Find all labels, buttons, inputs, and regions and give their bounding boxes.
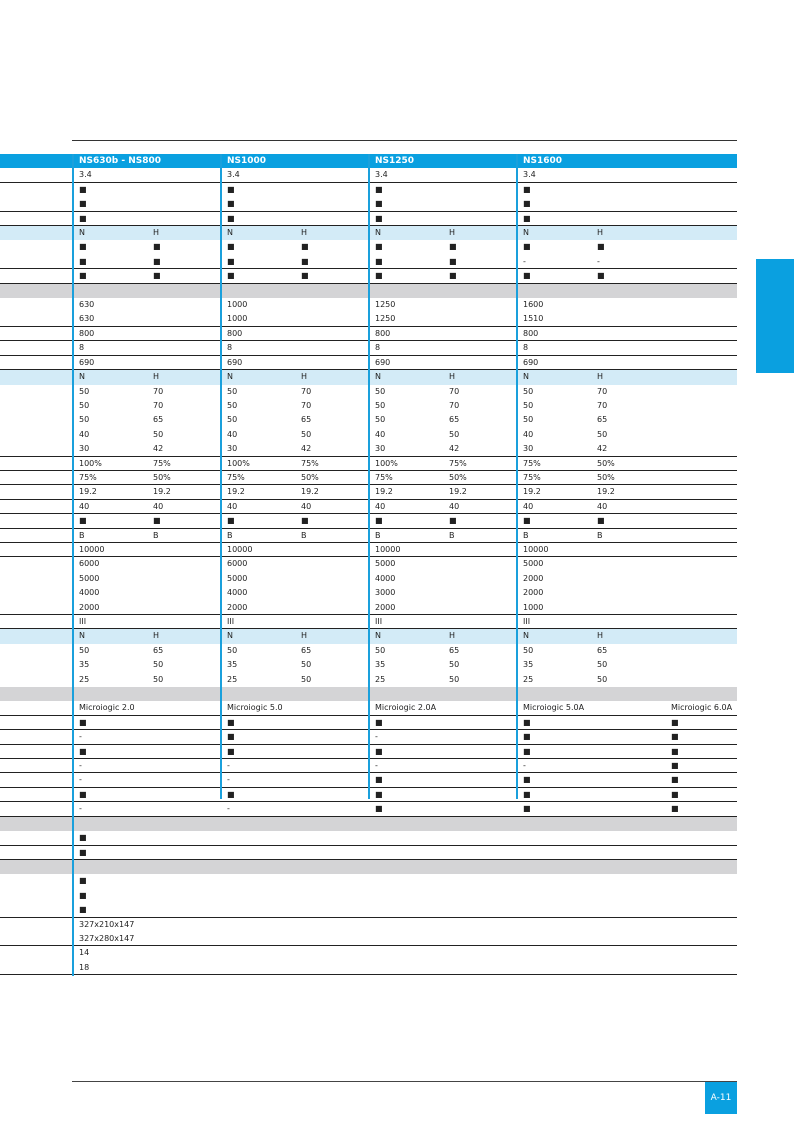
- table-cell: 25: [79, 674, 90, 684]
- page-number: A-11: [705, 1082, 737, 1114]
- table-cell: 800: [375, 328, 391, 338]
- table-cell: -: [79, 804, 82, 814]
- table-cell: NS630b - NS800: [79, 156, 162, 166]
- table-cell: ■: [523, 199, 531, 209]
- table-cell: 75%: [79, 472, 97, 482]
- table-cell: 3.4: [227, 170, 240, 180]
- section-tab: [756, 259, 794, 373]
- table-cell: ■: [79, 213, 87, 223]
- table-cell: NS1600: [523, 156, 563, 166]
- table-cell: N: [79, 631, 85, 641]
- table-cell: ■: [227, 256, 235, 266]
- table-cell: 65: [597, 645, 608, 655]
- table-cell: ■: [597, 242, 605, 252]
- table-cell: 75%: [153, 458, 171, 468]
- table-cell: N: [227, 228, 233, 238]
- table-cell: N: [227, 372, 233, 382]
- table-cell: 70: [301, 386, 312, 396]
- table-cell: 40: [597, 501, 608, 511]
- table-cell: ■: [79, 256, 87, 266]
- table-row: [0, 802, 737, 816]
- table-cell: 42: [301, 444, 312, 454]
- table-cell: B: [301, 530, 307, 540]
- table-cell: Microiogic 2.0: [79, 703, 135, 713]
- table-cell: ■: [449, 516, 457, 526]
- table-cell: ■: [227, 184, 235, 194]
- table-cell: 19.2: [375, 487, 393, 497]
- table-cell: 50: [301, 660, 312, 670]
- table-cell: 50: [597, 429, 608, 439]
- table-cell: 1000: [227, 314, 248, 324]
- table-cell: 2000: [523, 573, 544, 583]
- table-cell: 50: [227, 415, 238, 425]
- table-cell: H: [597, 372, 604, 382]
- table-cell: 8: [227, 343, 233, 353]
- table-cell: 50: [597, 674, 608, 684]
- table-cell: 40: [301, 501, 312, 511]
- table-cell: 25: [227, 674, 238, 684]
- table-cell: 19.2: [449, 487, 467, 497]
- table-cell: -: [375, 761, 378, 771]
- table-cell: 50%: [153, 472, 171, 482]
- table-cell: N: [523, 228, 529, 238]
- table-cell: 1250: [375, 300, 396, 310]
- table-cell: 10000: [227, 544, 253, 554]
- table-cell: 19.2: [597, 487, 615, 497]
- table-cell: ■: [523, 184, 531, 194]
- table-cell: NS1000: [227, 156, 267, 166]
- table-cell: ■: [671, 761, 679, 771]
- table-cell: ■: [449, 271, 457, 281]
- table-cell: ■: [375, 775, 383, 785]
- table-cell: 40: [523, 501, 534, 511]
- table-cell: 70: [153, 386, 164, 396]
- table-cell: 50: [79, 645, 90, 655]
- table-cell: 75%: [449, 458, 467, 468]
- table-cell: 70: [597, 386, 608, 396]
- table-cell: 25: [375, 674, 386, 684]
- table-cell: -: [79, 761, 82, 771]
- table-cell: 75%: [301, 458, 319, 468]
- table-cell: ■: [153, 242, 161, 252]
- table-cell: 50: [449, 429, 460, 439]
- table-cell: N: [79, 228, 85, 238]
- table-cell: ■: [227, 516, 235, 526]
- table-cell: ■: [79, 184, 87, 194]
- table-cell: B: [523, 530, 529, 540]
- table-cell: ■: [671, 775, 679, 785]
- table-cell: 4000: [227, 588, 248, 598]
- table-cell: 40: [375, 429, 386, 439]
- table-cell: -: [79, 775, 82, 785]
- table-cell: 50: [301, 429, 312, 439]
- table-cell: 50: [523, 415, 534, 425]
- table-cell: 65: [153, 415, 164, 425]
- table-cell: ■: [523, 804, 531, 814]
- table-cell: H: [449, 631, 456, 641]
- table-cell: 75%: [523, 472, 541, 482]
- table-cell: 70: [449, 386, 460, 396]
- table-cell: H: [449, 372, 456, 382]
- table-cell: 4000: [375, 573, 396, 583]
- table-cell: 50: [449, 660, 460, 670]
- top-rule: [72, 140, 737, 141]
- table-cell: 14: [79, 948, 90, 958]
- table-cell: 2000: [375, 602, 396, 612]
- table-cell: ■: [671, 789, 679, 799]
- table-cell: ■: [79, 833, 87, 843]
- table-cell: ■: [523, 775, 531, 785]
- table-cell: 3.4: [523, 170, 536, 180]
- table-cell: 50: [301, 674, 312, 684]
- table-cell: 1510: [523, 314, 544, 324]
- table-cell: 50: [79, 386, 90, 396]
- table-cell: 65: [153, 645, 164, 655]
- table-cell: B: [375, 530, 381, 540]
- table-cell: 50%: [597, 458, 615, 468]
- table-cell: 19.2: [227, 487, 245, 497]
- table-row: [0, 903, 737, 917]
- table-cell: 42: [449, 444, 460, 454]
- table-cell: ■: [79, 271, 87, 281]
- table-cell: ■: [523, 789, 531, 799]
- table-cell: 50: [227, 400, 238, 410]
- table-cell: 50: [375, 386, 386, 396]
- table-cell: ■: [597, 271, 605, 281]
- table-cell: ■: [375, 717, 383, 727]
- table-cell: III: [79, 617, 87, 626]
- table-row: [0, 817, 737, 831]
- table-cell: Microiogic 5.0: [227, 703, 283, 713]
- table-cell: 40: [375, 501, 386, 511]
- table-cell: 19.2: [523, 487, 541, 497]
- table-cell: 10000: [79, 544, 105, 554]
- table-cell: 65: [597, 415, 608, 425]
- table-cell: 800: [79, 328, 95, 338]
- table-cell: -: [227, 804, 230, 814]
- table-cell: 690: [523, 357, 539, 367]
- table-cell: III: [227, 617, 235, 626]
- table-cell: 30: [523, 444, 534, 454]
- table-cell: ■: [375, 242, 383, 252]
- table-cell: ■: [375, 271, 383, 281]
- table-cell: N: [79, 372, 85, 382]
- table-cell: 8: [523, 343, 529, 353]
- table-cell: H: [301, 631, 308, 641]
- table-cell: Microiogic 2.0A: [375, 703, 437, 713]
- table-cell: H: [301, 228, 308, 238]
- table-cell: 40: [79, 429, 90, 439]
- table-cell: 100%: [79, 458, 102, 468]
- table-cell: 35: [375, 660, 386, 670]
- table-row: [0, 831, 737, 845]
- table-cell: 800: [227, 328, 243, 338]
- table-cell: 50: [375, 400, 386, 410]
- table-cell: B: [597, 530, 603, 540]
- table-cell: -: [523, 761, 526, 771]
- table-cell: III: [523, 617, 531, 626]
- table-cell: -: [227, 761, 230, 771]
- table-cell: ■: [227, 717, 235, 727]
- table-cell: 50: [449, 674, 460, 684]
- table-cell: ■: [375, 199, 383, 209]
- table-cell: 327x280x147: [79, 933, 135, 943]
- table-cell: 50%: [301, 472, 319, 482]
- table-cell: 19.2: [79, 487, 97, 497]
- table-cell: 3000: [375, 588, 396, 598]
- table-cell: H: [597, 228, 604, 238]
- table-cell: 50: [227, 386, 238, 396]
- table-cell: ■: [301, 516, 309, 526]
- table-cell: 5000: [375, 559, 396, 569]
- table-cell: 2000: [227, 602, 248, 612]
- table-cell: 65: [449, 645, 460, 655]
- table-cell: 50%: [449, 472, 467, 482]
- table-cell: N: [375, 372, 381, 382]
- table-cell: 1000: [523, 602, 544, 612]
- table-cell: N: [523, 631, 529, 641]
- table-cell: ■: [523, 732, 531, 742]
- table-cell: ■: [375, 516, 383, 526]
- table-cell: ■: [227, 789, 235, 799]
- table-cell: ■: [227, 732, 235, 742]
- table-cell: ■: [671, 804, 679, 814]
- table-cell: ■: [301, 242, 309, 252]
- table-cell: 50: [153, 660, 164, 670]
- table-cell: 40: [153, 501, 164, 511]
- table-cell: ■: [227, 746, 235, 756]
- table-cell: 75%: [375, 472, 393, 482]
- table-cell: Microiogic 6.0A: [671, 703, 733, 713]
- table-cell: 18: [79, 962, 90, 972]
- table-cell: 690: [227, 357, 243, 367]
- table-cell: ■: [227, 271, 235, 281]
- table-cell: 42: [153, 444, 164, 454]
- column-divider: [220, 154, 222, 799]
- table-cell: 50: [375, 645, 386, 655]
- table-cell: 100%: [227, 458, 250, 468]
- table-cell: 3.4: [375, 170, 388, 180]
- table-cell: ■: [597, 516, 605, 526]
- table-cell: 1000: [227, 300, 248, 310]
- table-cell: ■: [671, 732, 679, 742]
- table-cell: 70: [449, 400, 460, 410]
- table-cell: NS1250: [375, 156, 415, 166]
- table-cell: 800: [523, 328, 539, 338]
- table-cell: ■: [449, 242, 457, 252]
- table-cell: ■: [79, 242, 87, 252]
- table-cell: ■: [375, 746, 383, 756]
- table-cell: 4000: [79, 588, 100, 598]
- table-cell: ■: [375, 184, 383, 194]
- table-cell: 50: [79, 415, 90, 425]
- table-cell: 630: [79, 314, 95, 324]
- table-cell: 10000: [375, 544, 401, 554]
- table-cell: 50: [79, 400, 90, 410]
- table-cell: ■: [301, 271, 309, 281]
- table-cell: 6000: [227, 559, 248, 569]
- table-cell: N: [375, 228, 381, 238]
- table-cell: B: [79, 530, 85, 540]
- table-cell: ■: [79, 746, 87, 756]
- table-cell: 35: [79, 660, 90, 670]
- table-cell: B: [449, 530, 455, 540]
- table-cell: 75%: [227, 472, 245, 482]
- table-cell: 3.4: [79, 170, 92, 180]
- table-cell: 65: [449, 415, 460, 425]
- table-cell: -: [375, 732, 378, 742]
- table-cell: 30: [227, 444, 238, 454]
- table-cell: N: [523, 372, 529, 382]
- table-cell: ■: [523, 271, 531, 281]
- table-cell: ■: [523, 516, 531, 526]
- table-cell: 1600: [523, 300, 544, 310]
- table-cell: 40: [523, 429, 534, 439]
- table-cell: 690: [79, 357, 95, 367]
- table-cell: -: [523, 256, 526, 266]
- table-cell: ■: [671, 746, 679, 756]
- table-cell: ■: [79, 876, 87, 886]
- table-cell: 75%: [523, 458, 541, 468]
- column-divider: [368, 154, 370, 799]
- table-cell: 6000: [79, 559, 100, 569]
- table-cell: 690: [375, 357, 391, 367]
- table-cell: N: [375, 631, 381, 641]
- table-row: [0, 860, 737, 874]
- table-cell: 25: [523, 674, 534, 684]
- table-cell: ■: [375, 256, 383, 266]
- bottom-rule: [72, 1081, 737, 1082]
- table-cell: ■: [523, 746, 531, 756]
- table-cell: 630: [79, 300, 95, 310]
- table-cell: ■: [79, 516, 87, 526]
- table-cell: 19.2: [153, 487, 171, 497]
- table-cell: ■: [227, 199, 235, 209]
- table-cell: ■: [523, 717, 531, 727]
- table-cell: 40: [227, 429, 238, 439]
- table-cell: 1250: [375, 314, 396, 324]
- table-cell: 8: [375, 343, 381, 353]
- table-cell: 19.2: [301, 487, 319, 497]
- table-cell: 50: [375, 415, 386, 425]
- column-divider: [72, 154, 74, 976]
- table-cell: H: [449, 228, 456, 238]
- table-cell: 50: [523, 645, 534, 655]
- table-cell: ■: [375, 804, 383, 814]
- table-cell: ■: [375, 789, 383, 799]
- table-row: [0, 932, 737, 946]
- table-cell: III: [375, 617, 383, 626]
- table-cell: ■: [523, 242, 531, 252]
- table-cell: 50: [597, 660, 608, 670]
- table-cell: -: [79, 732, 82, 742]
- table-cell: 50: [523, 400, 534, 410]
- table-cell: 70: [597, 400, 608, 410]
- table-cell: -: [597, 256, 600, 266]
- table-cell: 35: [523, 660, 534, 670]
- table-cell: ■: [79, 847, 87, 857]
- table-cell: ■: [79, 199, 87, 209]
- table-row: [0, 946, 737, 960]
- table-cell: ■: [153, 516, 161, 526]
- table-cell: ■: [79, 717, 87, 727]
- table-cell: H: [301, 372, 308, 382]
- table-row: [0, 846, 737, 860]
- table-cell: ■: [227, 213, 235, 223]
- table-cell: H: [153, 228, 160, 238]
- table-cell: Microiogic 5.0A: [523, 703, 585, 713]
- table-cell: 5000: [523, 559, 544, 569]
- column-divider: [516, 154, 518, 799]
- table-cell: 327x210x147: [79, 919, 135, 929]
- table-cell: 2000: [79, 602, 100, 612]
- table-cell: ■: [227, 242, 235, 252]
- table-cell: 50: [227, 645, 238, 655]
- table-cell: 65: [301, 645, 312, 655]
- table-cell: 5000: [227, 573, 248, 583]
- table-cell: 35: [227, 660, 238, 670]
- table-cell: 40: [227, 501, 238, 511]
- table-cell: 40: [79, 501, 90, 511]
- table-cell: ■: [449, 256, 457, 266]
- table-cell: 2000: [523, 588, 544, 598]
- table-row: [0, 918, 737, 932]
- table-cell: 40: [449, 501, 460, 511]
- table-cell: 70: [301, 400, 312, 410]
- table-cell: B: [153, 530, 159, 540]
- table-cell: ■: [671, 717, 679, 727]
- table-cell: N: [227, 631, 233, 641]
- table-cell: ■: [301, 256, 309, 266]
- spec-table: [0, 154, 737, 975]
- table-cell: 5000: [79, 573, 100, 583]
- table-cell: 65: [301, 415, 312, 425]
- table-cell: -: [227, 775, 230, 785]
- table-row: [0, 889, 737, 903]
- table-cell: H: [153, 631, 160, 641]
- table-cell: H: [597, 631, 604, 641]
- table-cell: ■: [523, 213, 531, 223]
- table-cell: 42: [597, 444, 608, 454]
- table-cell: ■: [79, 789, 87, 799]
- table-cell: 100%: [375, 458, 398, 468]
- table-cell: 50%: [597, 472, 615, 482]
- table-cell: 30: [79, 444, 90, 454]
- table-row: [0, 874, 737, 888]
- table-cell: 70: [153, 400, 164, 410]
- table-cell: ■: [79, 890, 87, 900]
- table-cell: 50: [153, 429, 164, 439]
- table-cell: ■: [375, 213, 383, 223]
- table-cell: 50: [523, 386, 534, 396]
- table-cell: ■: [153, 271, 161, 281]
- table-cell: 10000: [523, 544, 549, 554]
- table-cell: B: [227, 530, 233, 540]
- table-cell: 8: [79, 343, 85, 353]
- table-cell: 30: [375, 444, 386, 454]
- table-cell: 50: [153, 674, 164, 684]
- table-cell: H: [153, 372, 160, 382]
- table-row: [0, 961, 737, 975]
- table-cell: ■: [79, 905, 87, 915]
- table-cell: ■: [153, 256, 161, 266]
